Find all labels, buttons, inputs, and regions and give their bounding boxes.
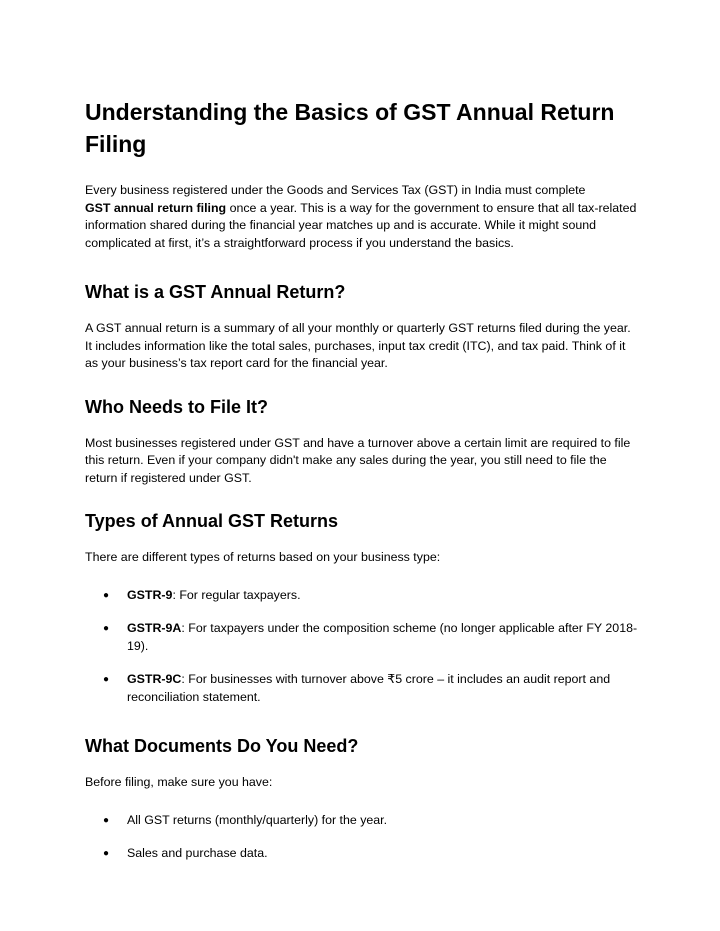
list-item-desc: : For regular taxpayers. bbox=[172, 587, 301, 602]
heading-types-of-returns: Types of Annual GST Returns bbox=[85, 511, 339, 531]
bullet-icon: ● bbox=[103, 623, 110, 634]
bullet-icon: ● bbox=[103, 848, 110, 859]
documents-list bbox=[85, 812, 640, 863]
list-item bbox=[85, 587, 640, 605]
heading-documents-needed: What Documents Do You Need? bbox=[85, 736, 359, 756]
paragraph-documents-needed: Before filing, make sure you have: bbox=[85, 775, 273, 789]
list-item-desc: : For taxpayers under the composition scheme (no longer applicable after FY 2018-19). bbox=[127, 621, 638, 653]
list-item-text: Sales and purchase data. bbox=[127, 846, 268, 860]
list-item-term: GSTR-9C bbox=[127, 672, 182, 686]
paragraph-types-of-returns: There are different types of returns based on your business type: bbox=[85, 550, 441, 564]
list-item-term: GSTR-9A bbox=[127, 621, 182, 635]
paragraph-who-needs-to-file: Most businesses registered under GST and have a turnover above a certain limit are required to file this return. Even if your company didn't make any sales during the year, you still need to file the return if registered under GST. bbox=[85, 435, 631, 485]
bullet-icon: ● bbox=[103, 589, 110, 601]
heading-what-is-gst-annual-return: What is a GST Annual Return? bbox=[85, 282, 346, 302]
paragraph-what-is-gst-annual-return: A GST annual return is a summary of all your monthly or quarterly GST returns filed during the year. It includes information like the total sales, purchases, input tax credit (ITC), and tax paid. Think of it as your business’s tax report card for the financial year. bbox=[85, 321, 631, 370]
intro-paragraph bbox=[85, 182, 640, 252]
list-item bbox=[85, 845, 640, 863]
list-item bbox=[85, 812, 640, 830]
heading-who-needs-to-file: Who Needs to File It? bbox=[85, 396, 268, 417]
page-title: Understanding the Basics of GST Annual Return Filing bbox=[85, 99, 615, 157]
list-item-term: GSTR-9 bbox=[127, 587, 173, 602]
bullet-icon: ● bbox=[103, 814, 110, 826]
intro-text-1: Every business registered under the Goods and Services Tax (GST) in India must complete bbox=[85, 183, 586, 197]
list-item bbox=[85, 620, 640, 655]
intro-bold-text: GST annual return filing bbox=[85, 200, 227, 215]
return-types-list bbox=[85, 587, 640, 707]
list-item-text: All GST returns (monthly/quarterly) for the year. bbox=[127, 812, 388, 827]
intro-text-2: once a year. This is a way for the government to ensure that all tax-related information shared during the financial year matches up and is accurate. While it might sound complicated at first, it’s a straightforward process if you understand the basics. bbox=[85, 200, 637, 250]
list-item bbox=[85, 671, 640, 706]
bullet-icon: ● bbox=[103, 674, 110, 685]
list-item-desc: : For businesses with turnover above ₹5 crore – it includes an audit report and reconciliation statement. bbox=[127, 672, 611, 704]
